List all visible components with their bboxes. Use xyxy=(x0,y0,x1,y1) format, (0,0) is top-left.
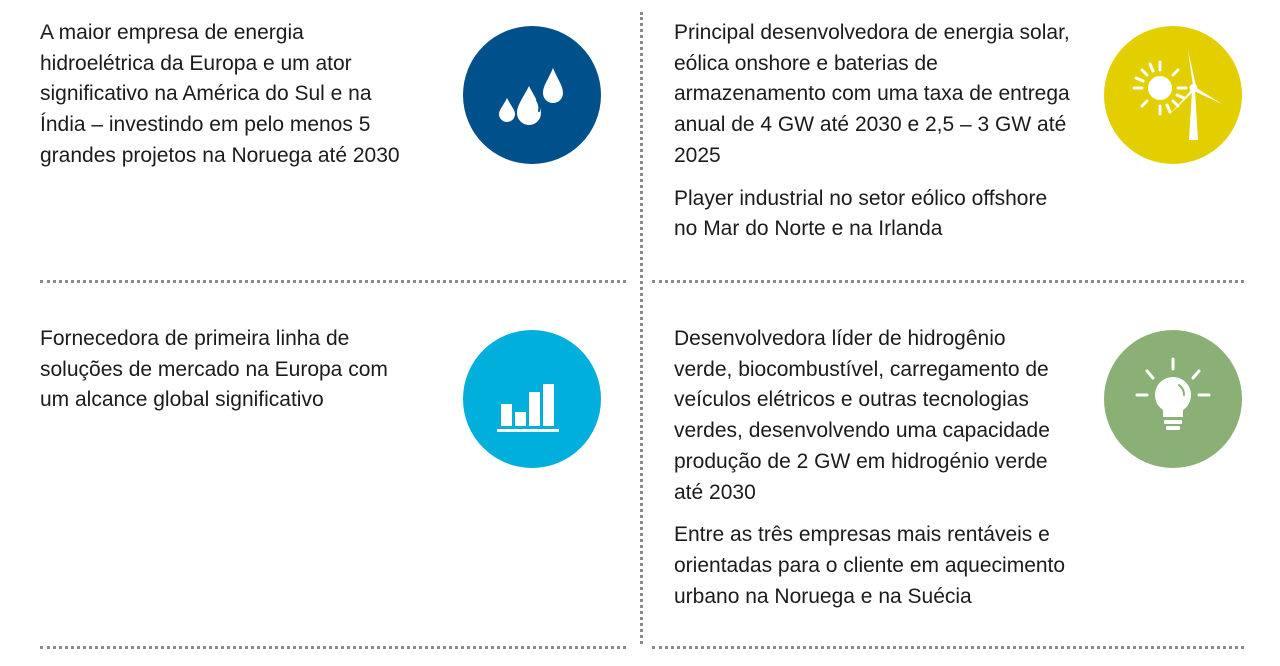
markets-paragraph-1: Fornecedora de primeira linha de soluções de mercado na Europa com um alcance global significativo xyxy=(40,327,388,412)
bottom-divider-left xyxy=(40,646,626,649)
greentech-paragraph-1: Desenvolvedora líder de hidrogênio verde, biocombustível, carregamento de veículos elétricos e outras tecnologias verdes, desenvolvendo uma capacidade produção de 2 GW em hidrogénio verde até 2030 xyxy=(674,327,1050,504)
markets-icon-circle xyxy=(463,330,601,468)
sun-wind-turbine-icon xyxy=(1118,40,1228,150)
greentech-paragraph-2: Entre as três empresas mais rentáveis e orientadas para o cliente em aquecimento urbano na Noruega e na Suécia xyxy=(674,523,1066,608)
renewables-icon-circle xyxy=(1104,26,1242,164)
bottom-divider-right xyxy=(652,646,1244,649)
renewables-paragraph-2: Player industrial no setor eólico offshore no Mar do Norte e na Irlanda xyxy=(674,186,1048,241)
greentech-description xyxy=(674,324,1124,612)
water-drops-icon xyxy=(487,50,577,140)
renewables-description xyxy=(674,18,1074,245)
hydro-icon-circle xyxy=(463,26,601,164)
renewables-paragraph-1: Principal desenvolvedora de energia solar, eólica onshore e baterias de armazenamento com uma taxa de entrega anual de 4 GW até 2030 e 2,5 – 3 GW até 2025 xyxy=(674,21,1070,167)
hydro-description xyxy=(40,18,420,172)
vertical-divider xyxy=(640,12,643,644)
greentech-icon-circle xyxy=(1104,330,1242,468)
hydro-paragraph-1: A maior empresa de energia hidroelétrica da Europa e um ator significativo na América do Sul e na Índia – investindo em pelo menos 5 grandes projetos na Noruega até 2030 xyxy=(40,21,400,167)
horizontal-divider-right xyxy=(652,280,1244,283)
horizontal-divider-left xyxy=(40,280,626,283)
bar-chart-icon xyxy=(487,354,577,444)
light-bulb-icon xyxy=(1123,349,1223,449)
markets-description xyxy=(40,324,400,416)
